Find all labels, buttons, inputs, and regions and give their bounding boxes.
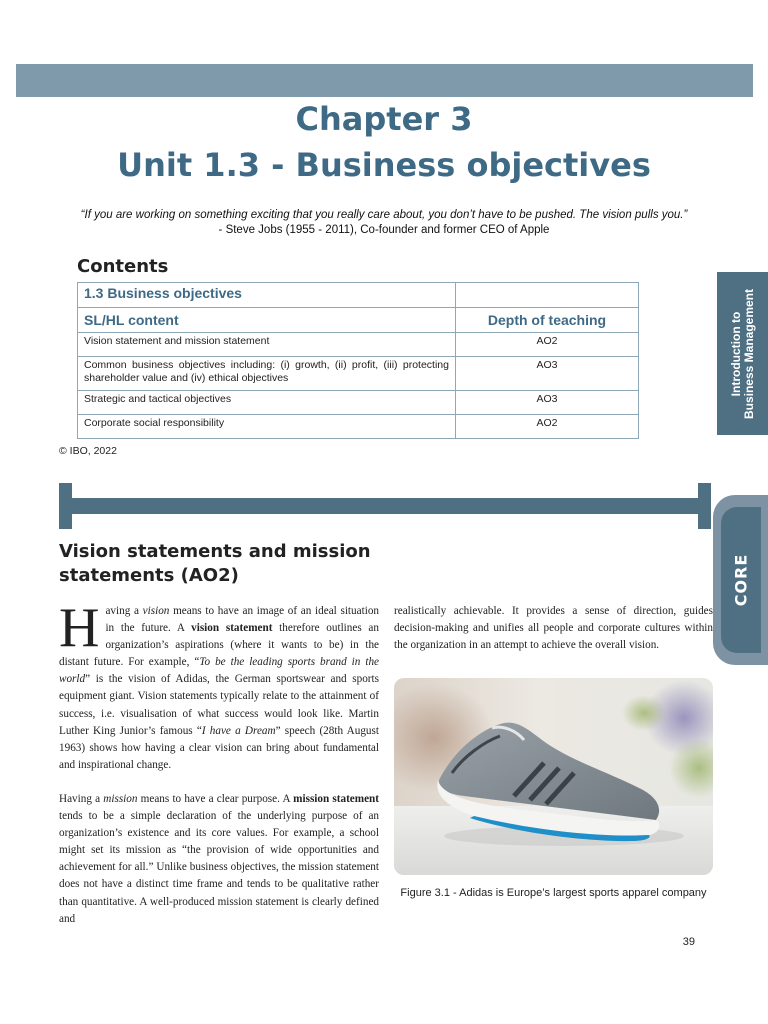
speech-title: I have a Dream	[201, 724, 276, 737]
contents-heading: Contents	[77, 256, 169, 277]
text-run-italic: vision	[142, 605, 170, 617]
section-heading: Vision statements and mission statements (AO2)	[59, 541, 371, 586]
row-content: Strategic and tactical objectives	[78, 391, 456, 415]
row-depth: AO3	[456, 357, 639, 391]
unit-title: Unit 1.3 - Business objectives	[117, 146, 651, 184]
row-content: Corporate social responsibility	[78, 415, 456, 439]
column-header-content: SL/HL content	[78, 308, 456, 333]
text-run: therefore outlines an organization’s aspirations (where it wants to be) in the distant future. For example, “	[59, 622, 379, 669]
paragraph-mission	[59, 791, 379, 928]
row-depth: AO3	[456, 391, 639, 415]
term-vision-statement: vision statement	[191, 622, 273, 635]
table-row	[78, 357, 639, 391]
row-content: Vision statement and mission statement	[78, 333, 456, 357]
side-tab-label	[730, 288, 756, 418]
core-label: CORE	[731, 553, 751, 607]
contents-table	[77, 282, 639, 439]
quote-attribution: - Steve Jobs (1955 - 2011), Co-founder and former CEO of Apple	[218, 224, 550, 236]
paragraph-continued: realistically achievable. It provides a sense of direction, guides decision-making and unifies all people and corporate cultures within the organization in an attempt to achieve the overall vision.	[394, 605, 713, 652]
term-mission-statement: mission statement	[293, 792, 379, 805]
row-content: Common business objectives including: (i) growth, (ii) profit, (iii) protecting shareholder value and (iv) ethical objectives	[78, 357, 456, 391]
adidas-vision-quote: To be the leading sports brand in the world	[59, 656, 380, 686]
paragraph-vision	[59, 597, 380, 774]
table-row	[78, 391, 639, 415]
page-number: 39	[682, 936, 695, 948]
text-run: Having a	[59, 792, 104, 805]
core-tab	[713, 495, 768, 665]
header-band	[16, 64, 753, 97]
figure-caption: Figure 3.1 - Adidas is Europe’s largest sports apparel company	[400, 887, 707, 899]
contents-header-blank	[456, 283, 639, 308]
quote-text: “If you are working on something exciting that you really care about, you don’t have to be pushed. The vision pulls you.”	[80, 209, 688, 221]
text-run: ” speech (28th August 1963) shows how having a clear vision can bring about fundamental and inspirational change.	[59, 724, 379, 771]
text-run: ” is the vision of Adidas, the German sportswear and sports equipment giant. Vision statements typically relate to the attainment of success, i.e. visualisation of what success would look like. Martin Luther King Junior’s famous “	[59, 673, 379, 737]
text-run: tends to be a simple declaration of the underlying purpose of an organization’s existence and its core values. For example, a school might set its mission as “the provision of wide opportunities and achievement for all.” Unlike business objectives, the mission statement does not have a distinct time frame and tends to be qualitative rather than quantitative. A well-produced mission statement is clearly defined and	[59, 810, 379, 925]
table-row	[78, 415, 639, 439]
row-depth: AO2	[456, 415, 639, 439]
row-depth: AO2	[456, 333, 639, 357]
drop-cap: H	[59, 597, 100, 659]
text-run: means to have an image of an ideal situation in the future. A	[105, 605, 380, 635]
section-side-tab	[717, 272, 768, 435]
copyright-notice: © IBO, 2022	[59, 445, 117, 457]
text-run-italic: mission	[103, 792, 138, 805]
table-row	[78, 333, 639, 357]
column-header-depth: Depth of teaching	[456, 308, 639, 333]
core-tab-inner	[721, 507, 761, 653]
chapter-title: Chapter 3	[295, 100, 473, 138]
side-tab-line2: Business Management	[741, 288, 756, 419]
side-tab-line1: Introduction to	[728, 311, 743, 396]
divider-cap-right	[698, 483, 711, 529]
body-column-left	[59, 597, 380, 945]
contents-section-title: 1.3 Business objectives	[78, 283, 456, 308]
text-run: aving a	[105, 605, 143, 617]
section-divider	[59, 498, 711, 514]
quote-block	[40, 208, 728, 238]
figure-image-running-shoe	[394, 678, 713, 875]
body-column-right	[394, 603, 713, 654]
text-run: means to have a clear purpose. A	[137, 792, 294, 805]
